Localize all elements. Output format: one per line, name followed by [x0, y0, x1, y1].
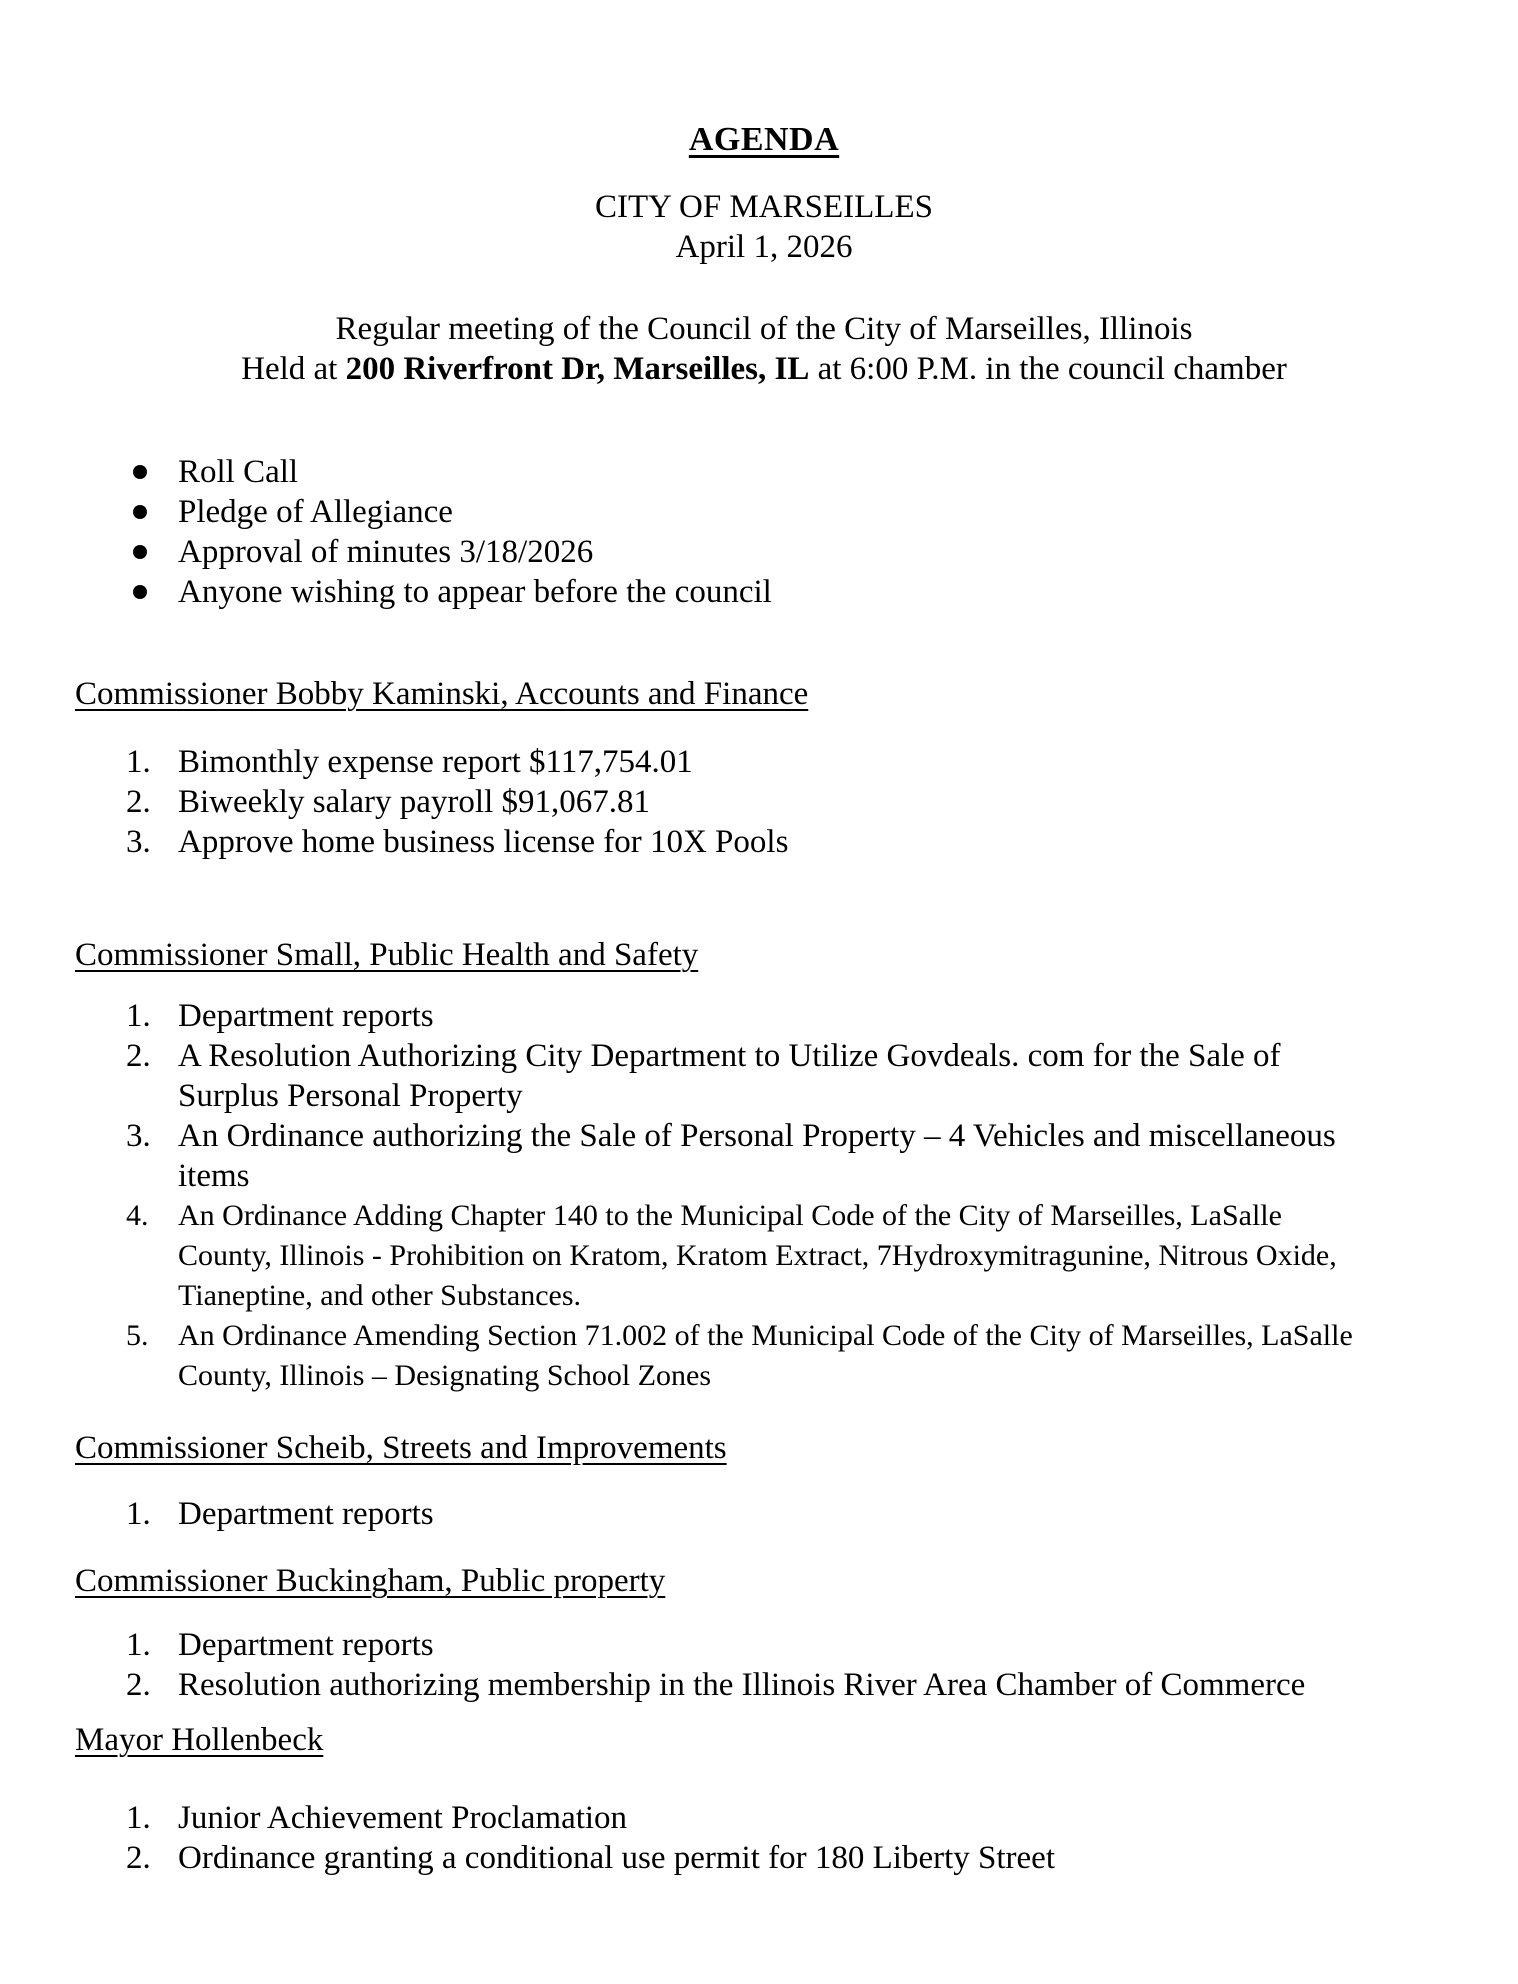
section-heading-accounts-finance: Commissioner Bobby Kaminski, Accounts and Finance [75, 676, 809, 712]
item-number [126, 742, 151, 782]
section-public-health-safety [75, 935, 1453, 1396]
item-number [126, 1665, 151, 1705]
bullet-item-text: Pledge of Allegiance [178, 494, 453, 530]
item-number [126, 822, 151, 862]
agenda-item [178, 822, 1363, 862]
agenda-item [178, 1838, 1363, 1878]
section-item-list [75, 742, 1363, 862]
meeting-location-line [75, 349, 1453, 389]
agenda-item [178, 1116, 1363, 1196]
agenda-item [178, 996, 1363, 1036]
section-accounts-finance [75, 674, 1453, 862]
item-number [126, 1316, 149, 1356]
section-item-list [75, 996, 1363, 1396]
section-heading-mayor: Mayor Hollenbeck [75, 1722, 324, 1758]
meeting-description: Regular meeting of the Council of the City of Marseilles, Illinois [335, 311, 1193, 347]
location-prefix: Held at [241, 351, 346, 387]
meeting-date: April 1, 2026 [675, 229, 853, 265]
bullet-item [178, 572, 1453, 612]
item-number [126, 1196, 149, 1236]
bullet-item-text: Approval of minutes 3/18/2026 [178, 534, 594, 570]
agenda-item [178, 1494, 1363, 1534]
bullet-item-text: Roll Call [178, 454, 299, 490]
agenda-item-text: An Ordinance authorizing the Sale of Personal Property – 4 Vehicles and miscellaneous items [178, 1118, 1336, 1194]
agenda-item-text: Ordinance granting a conditional use permit for 180 Liberty Street [178, 1840, 1055, 1876]
agenda-item [178, 1196, 1363, 1316]
bullet-icon [133, 585, 147, 599]
section-mayor [75, 1720, 1453, 1878]
agenda-item [178, 742, 1363, 782]
document-title: AGENDA [688, 121, 840, 158]
section-item-list [75, 1494, 1363, 1534]
bullet-item [178, 492, 1453, 532]
agenda-item-text: A Resolution Authorizing City Department to Utilize Govdeals. com for the Sale of Surplus Personal Property [178, 1038, 1281, 1114]
item-number [126, 1838, 151, 1878]
section-heading-streets-improvements: Commissioner Scheib, Streets and Improvements [75, 1430, 727, 1466]
item-number [126, 1116, 151, 1156]
preliminary-items-list [75, 452, 1453, 612]
agenda-item-text: Approve home business license for 10X Pools [178, 824, 789, 860]
section-heading-public-health-safety: Commissioner Small, Public Health and Safety [75, 937, 699, 973]
agenda-item-text: Department reports [178, 1627, 434, 1663]
item-number [126, 1625, 151, 1665]
location-suffix: at 6:00 P.M. in the council chamber [809, 351, 1287, 387]
agenda-item-text: Department reports [178, 998, 434, 1034]
agenda-item [178, 1798, 1363, 1838]
section-heading-public-property: Commissioner Buckingham, Public property [75, 1563, 666, 1599]
agenda-item [178, 1625, 1363, 1665]
agenda-item-text: Junior Achievement Proclamation [178, 1800, 628, 1836]
section-item-list [75, 1798, 1363, 1878]
organization-name: CITY OF MARSEILLES [595, 189, 933, 225]
section-item-list [75, 1625, 1363, 1705]
item-number [126, 782, 151, 822]
agenda-item [178, 1036, 1363, 1116]
bullet-icon [133, 545, 147, 559]
item-number [126, 996, 151, 1036]
section-streets-improvements [75, 1428, 1453, 1534]
agenda-item-text: Bimonthly expense report $117,754.01 [178, 744, 693, 780]
agenda-item [178, 1316, 1363, 1396]
agenda-item [178, 782, 1363, 822]
bullet-item [178, 532, 1453, 572]
bullet-icon [133, 505, 147, 519]
agenda-item-text: An Ordinance Amending Section 71.002 of the Municipal Code of the City of Marseilles, LaSalle County, Illinois – Designating School Zones [178, 1319, 1353, 1392]
item-number [126, 1494, 151, 1534]
agenda-item-text: Resolution authorizing membership in the Illinois River Area Chamber of Commerce [178, 1667, 1306, 1703]
agenda-item [178, 1665, 1363, 1705]
bullet-item [178, 452, 1453, 492]
meeting-info [75, 309, 1453, 389]
agenda-item-text: An Ordinance Adding Chapter 140 to the Municipal Code of the City of Marseilles, LaSalle County, Illinois - Prohibition on Kratom, Kratom Extract, 7Hydroxymitragunine, Nitrous Oxide, Tianeptine, and other Substances. [178, 1199, 1337, 1312]
agenda-item-text: Biweekly salary payroll $91,067.81 [178, 784, 650, 820]
item-number [126, 1798, 151, 1838]
location-address: 200 Riverfront Dr, Marseilles, IL [345, 351, 810, 387]
bullet-item-text: Anyone wishing to appear before the council [178, 574, 772, 610]
agenda-item-text: Department reports [178, 1496, 434, 1532]
section-public-property [75, 1561, 1453, 1705]
bullet-icon [133, 465, 147, 479]
item-number [126, 1036, 151, 1076]
